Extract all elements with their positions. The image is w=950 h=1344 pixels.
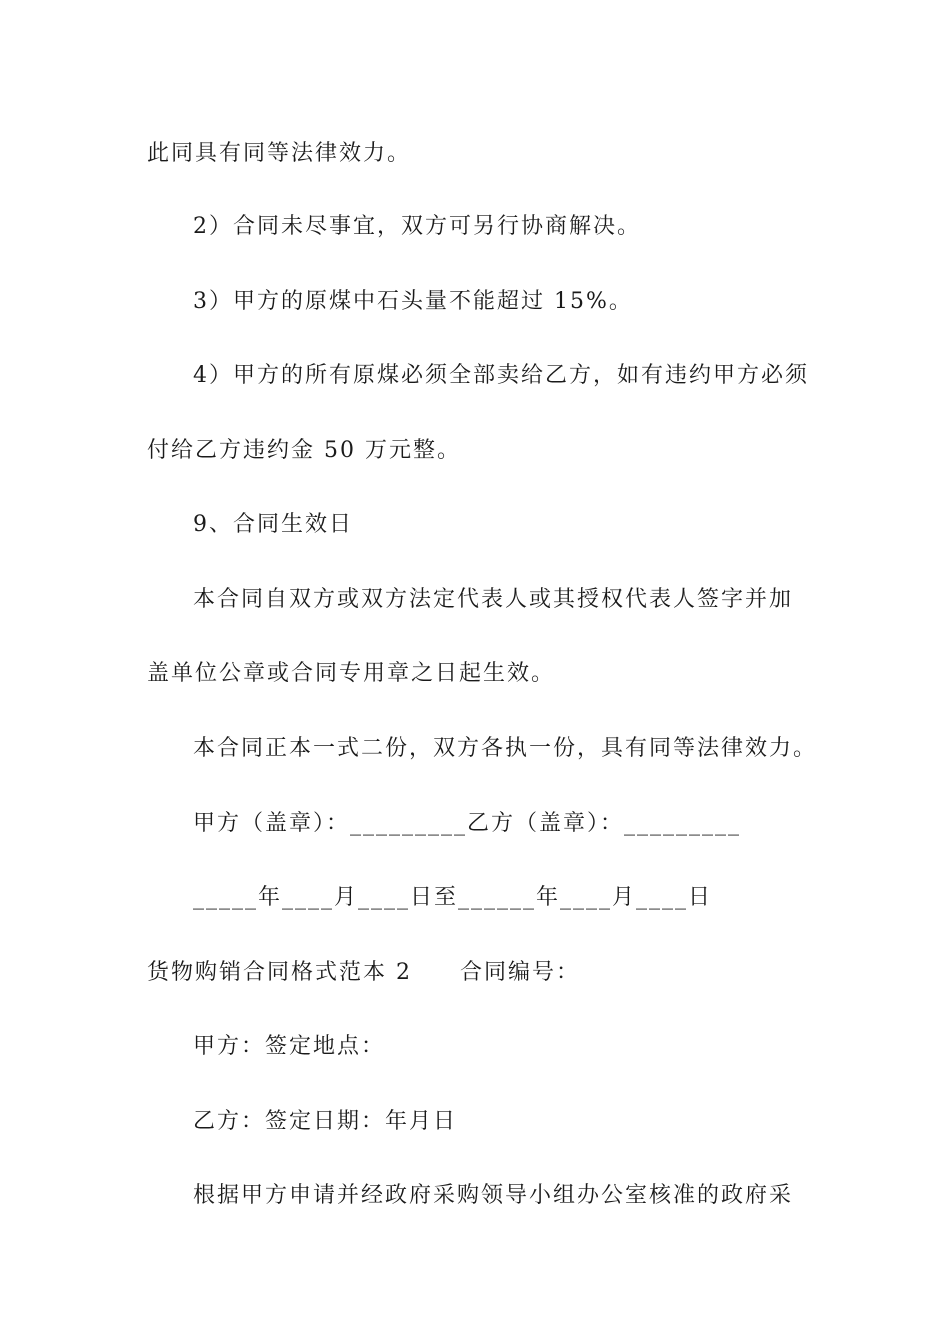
text-line-4: 4）甲方的所有原煤必须全部卖给乙方，如有违约甲方必须 (193, 363, 809, 388)
text-line-9: 本合同正本一式二份，双方各执一份，具有同等法律效力。 (193, 736, 818, 761)
text-line-15: 根据甲方申请并经政府采购领导小组办公室核准的政府采 (193, 1183, 794, 1208)
text-line-3: 3）甲方的原煤中石头量不能超过 15%。 (193, 289, 633, 314)
party-a-line: 甲方：签定地点： (193, 1034, 386, 1059)
text-line-5: 付给乙方违约金 50 万元整。 (147, 438, 461, 463)
template-title-line: 货物购销合同格式范本 2 合同编号： (147, 960, 580, 985)
party-b-line: 乙方：签定日期：年月日 (193, 1109, 458, 1134)
text-line-8: 盖单位公章或合同专用章之日起生效。 (147, 661, 556, 686)
date-range-line: _____年____月____日至______年____月____日 (193, 885, 713, 910)
signature-line: 甲方（盖章）：_________乙方（盖章）：_________ (193, 811, 742, 836)
text-line-1: 此同具有同等法律效力。 (147, 141, 412, 166)
section-heading: 9、合同生效日 (193, 512, 353, 537)
text-line-7: 本合同自双方或双方法定代表人或其授权代表人签字并加 (193, 587, 794, 612)
text-line-2: 2）合同未尽事宜，双方可另行协商解决。 (193, 214, 641, 239)
